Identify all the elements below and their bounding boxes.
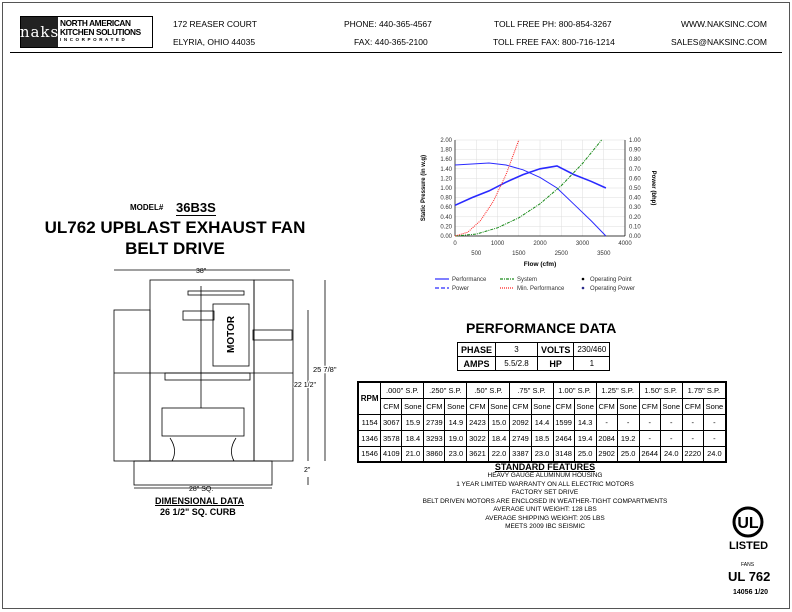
- total-height-label: 25 7/8": [313, 365, 337, 374]
- sp-header: .50" S.P.: [467, 382, 510, 398]
- amps-value: 5.5/2.8: [496, 357, 538, 371]
- table-row: [358, 414, 726, 430]
- motor-plate: [165, 373, 250, 380]
- electrical-table: [457, 342, 610, 371]
- logo-line2: KITCHEN SOLUTIONS: [60, 26, 141, 37]
- cfm-cell: 2084: [596, 430, 617, 446]
- y2-tick-label: 0.30: [629, 205, 641, 212]
- cfm-header: CFM: [682, 398, 703, 414]
- performance-table: [357, 381, 727, 463]
- sp-header: 1.50" S.P.: [639, 382, 682, 398]
- cfm-cell: 3578: [381, 430, 402, 446]
- sone-cell: -: [617, 414, 639, 430]
- y-tick-label: 0.60: [440, 205, 452, 212]
- performance-chart: [410, 130, 660, 300]
- curb-caption: 26 1/2" SQ. CURB: [160, 507, 236, 517]
- y2-tick-label: 0.90: [629, 147, 641, 154]
- cfm-cell: 2644: [639, 446, 660, 462]
- cfm-cell: 3148: [553, 446, 574, 462]
- cfm-cell: -: [596, 414, 617, 430]
- ul762-label: UL 762: [728, 569, 771, 584]
- inlet-cone: [170, 438, 236, 461]
- sone-cell: 25.0: [617, 446, 639, 462]
- x-tick-label: 4000: [618, 241, 632, 247]
- product-title: UL762 UPBLAST EXHAUST FAN: [44, 218, 306, 237]
- drawing-caption: DIMENSIONAL DATA: [155, 496, 244, 506]
- sone-header: Sone: [660, 398, 682, 414]
- cfm-cell: 2749: [510, 430, 531, 446]
- sone-cell: 14.9: [445, 414, 467, 430]
- table-row: [358, 446, 726, 462]
- volts-value: 230/460: [574, 343, 610, 357]
- features-heading: STANDARD FEATURES: [494, 462, 596, 472]
- sone-header: Sone: [531, 398, 553, 414]
- model-number: 36B3S: [176, 200, 216, 215]
- sone-cell: -: [703, 430, 726, 446]
- sp-header: .75" S.P.: [510, 382, 553, 398]
- fan-wheel: [162, 408, 244, 436]
- y-tick-label: 1.20: [440, 176, 452, 183]
- sone-cell: 14.3: [574, 414, 596, 430]
- table-row: [358, 430, 726, 446]
- cfm-header: CFM: [381, 398, 402, 414]
- rpm-cell: 1546: [358, 446, 381, 462]
- volts-label: VOLTS: [538, 343, 574, 357]
- curb-height-label: 2": [304, 467, 311, 474]
- y2-tick-label: 0.20: [629, 214, 641, 221]
- sone-header: Sone: [703, 398, 726, 414]
- sone-cell: 24.0: [660, 446, 682, 462]
- cfm-cell: 3860: [424, 446, 445, 462]
- x-tick-label: 0: [453, 241, 457, 247]
- y2-tick-label: 0.40: [629, 195, 641, 202]
- hp-value: 1: [574, 357, 610, 371]
- legend-label: Operating Point: [590, 277, 632, 283]
- sone-cell: 15.9: [402, 414, 424, 430]
- y-tick-label: 1.00: [440, 186, 452, 192]
- document-number: 14056 1/20: [733, 589, 769, 596]
- y2-tick-label: 0.00: [629, 234, 641, 240]
- dimensional-drawing: [100, 260, 360, 510]
- sone-cell: 18.4: [402, 430, 424, 446]
- sp-header: .250" S.P.: [424, 382, 467, 398]
- sone-cell: 14.4: [531, 414, 553, 430]
- logo-line3: INCORPORATED: [60, 37, 128, 42]
- x-tick-label: 500: [471, 251, 482, 257]
- sone-header: Sone: [402, 398, 424, 414]
- legend-label: Operating Power: [590, 286, 636, 292]
- cfm-cell: 1599: [553, 414, 574, 430]
- sone-cell: 25.0: [574, 446, 596, 462]
- cfm-header: CFM: [639, 398, 660, 414]
- legend-marker: [582, 287, 585, 290]
- logo-line1: NORTH AMERICAN: [60, 18, 131, 28]
- x-tick-label: 1500: [512, 251, 526, 257]
- feature-item: MEETS 2009 IBC SEISMIC: [505, 523, 585, 530]
- legend-label: Performance: [452, 277, 487, 283]
- y2-axis-label: Power (bhp): [650, 170, 656, 206]
- right-housing: [254, 280, 293, 461]
- y-tick-label: 0.00: [440, 234, 452, 240]
- sone-cell: 19.2: [617, 430, 639, 446]
- x-tick-label: 2000: [533, 241, 547, 247]
- x-axis-label: Flow (cfm): [523, 261, 557, 268]
- y-tick-label: 2.00: [440, 138, 452, 144]
- y-tick-label: 1.60: [440, 157, 452, 164]
- sone-header: Sone: [488, 398, 510, 414]
- sone-header: Sone: [445, 398, 467, 414]
- rpm-header: RPM: [358, 382, 381, 414]
- logo-mark: naks: [21, 17, 58, 47]
- cfm-header: CFM: [596, 398, 617, 414]
- left-housing: [114, 310, 150, 461]
- center-housing: [150, 280, 254, 461]
- feature-item: FACTORY SET DRIVE: [511, 489, 579, 496]
- sone-cell: 23.0: [445, 446, 467, 462]
- cfm-cell: 2092: [510, 414, 531, 430]
- cfm-cell: -: [639, 414, 660, 430]
- cfm-cell: -: [682, 414, 703, 430]
- base-label: 28" SQ.: [189, 486, 214, 493]
- tollfree-phone: TOLL FREE PH: 800-854-3267: [494, 19, 612, 29]
- phase-value: 3: [496, 343, 538, 357]
- y2-tick-label: 0.10: [629, 224, 641, 231]
- body-height-label: 22 1/2": [294, 382, 316, 389]
- cfm-cell: 3621: [467, 446, 488, 462]
- sone-cell: -: [660, 430, 682, 446]
- y2-tick-label: 1.00: [629, 138, 641, 144]
- series-performance: [455, 163, 606, 236]
- performance-heading: PERFORMANCE DATA: [466, 320, 617, 336]
- cfm-cell: 3387: [510, 446, 531, 462]
- legend-label: System: [517, 277, 538, 283]
- fans-label: FANS: [741, 562, 755, 568]
- curb: [134, 461, 272, 485]
- side-bracket: [253, 330, 292, 340]
- ul-mark: UL: [737, 515, 759, 532]
- header-divider: [10, 52, 782, 53]
- width-label: 38": [196, 268, 207, 275]
- y-tick-label: 0.40: [440, 214, 452, 221]
- phase-label: PHASE: [458, 343, 496, 357]
- standard-features: [400, 462, 690, 532]
- x-tick-label: 3500: [597, 251, 611, 257]
- rpm-cell: 1346: [358, 430, 381, 446]
- company-logo: [20, 16, 153, 48]
- cfm-cell: 3022: [467, 430, 488, 446]
- sone-header: Sone: [617, 398, 639, 414]
- email-link[interactable]: SALES@NAKSINC.COM: [671, 37, 768, 47]
- sone-cell: 22.0: [488, 446, 510, 462]
- cfm-cell: 2902: [596, 446, 617, 462]
- product-subtitle: BELT DRIVE: [125, 239, 225, 258]
- x-tick-label: 3000: [575, 241, 590, 247]
- y-tick-label: 1.40: [440, 166, 452, 173]
- x-tick-label: 2500: [554, 251, 568, 257]
- feature-item: BELT DRIVEN MOTORS ARE ENCLOSED IN WEATHER-TIGHT COMPARTMENTS: [422, 497, 668, 505]
- phone: PHONE: 440-365-4567: [344, 19, 432, 29]
- model-label: MODEL#: [130, 203, 164, 212]
- y-axis-label: Static Pressure (in w.g): [421, 154, 427, 222]
- x-tick-label: 1000: [490, 241, 505, 247]
- fax: FAX: 440-365-2100: [354, 37, 428, 47]
- sone-cell: -: [660, 414, 682, 430]
- pulley: [183, 311, 214, 320]
- cfm-cell: -: [682, 430, 703, 446]
- cfm-cell: 4109: [381, 446, 402, 462]
- feature-item: AVERAGE UNIT WEIGHT: 128 LBS: [493, 506, 597, 513]
- series-power: [455, 166, 606, 205]
- cfm-cell: 2739: [424, 414, 445, 430]
- sone-cell: 23.0: [531, 446, 553, 462]
- sone-cell: 15.0: [488, 414, 510, 430]
- legend-label: Power: [452, 286, 470, 292]
- sone-cell: 21.0: [402, 446, 424, 462]
- cfm-header: CFM: [424, 398, 445, 414]
- amps-label: AMPS: [458, 357, 496, 371]
- motor-label: MOTOR: [226, 315, 237, 353]
- top-bracket: [188, 291, 244, 295]
- hp-label: HP: [538, 357, 574, 371]
- y-tick-label: 0.80: [440, 195, 452, 202]
- cfm-header: CFM: [467, 398, 488, 414]
- y2-tick-label: 0.80: [629, 157, 641, 164]
- cfm-header: CFM: [553, 398, 574, 414]
- legend-label: Min. Performance: [517, 286, 565, 292]
- sone-cell: 24.0: [703, 446, 726, 462]
- cfm-cell: 2423: [467, 414, 488, 430]
- cfm-cell: 3067: [381, 414, 402, 430]
- cfm-cell: 3293: [424, 430, 445, 446]
- address-line1: 172 REASER COURT: [173, 19, 257, 29]
- ul-listed-logo: [726, 505, 772, 541]
- website-link[interactable]: WWW.NAKSINC.COM: [681, 19, 767, 29]
- legend-marker: [582, 278, 585, 281]
- sone-cell: 19.4: [574, 430, 596, 446]
- feature-item: HEAVY GAUGE ALUMINUM HOUSING: [487, 472, 603, 479]
- cfm-cell: 2220: [682, 446, 703, 462]
- sone-cell: -: [703, 414, 726, 430]
- cfm-cell: -: [639, 430, 660, 446]
- feature-item: AVERAGE SHIPPING WEIGHT: 205 LBS: [485, 514, 605, 522]
- sone-cell: 18.4: [488, 430, 510, 446]
- y2-tick-label: 0.70: [629, 166, 641, 173]
- y2-tick-label: 0.50: [629, 186, 641, 192]
- sone-cell: 19.0: [445, 430, 467, 446]
- address-line2: ELYRIA, OHIO 44035: [173, 37, 256, 47]
- sp-header: .000" S.P.: [381, 382, 424, 398]
- cfm-cell: 2464: [553, 430, 574, 446]
- y-tick-label: 0.20: [440, 224, 452, 231]
- sp-header: 1.75" S.P.: [682, 382, 726, 398]
- rpm-cell: 1154: [358, 414, 381, 430]
- listed-label: LISTED: [729, 540, 769, 552]
- sone-header: Sone: [574, 398, 596, 414]
- tollfree-fax: TOLL FREE FAX: 800-716-1214: [493, 37, 615, 47]
- y2-tick-label: 0.60: [629, 176, 641, 183]
- sp-header: 1.25" S.P.: [596, 382, 639, 398]
- feature-item: 1 YEAR LIMITED WARRANTY ON ALL ELECTRIC MOTORS: [456, 480, 634, 488]
- sp-header: 1.00" S.P.: [553, 382, 596, 398]
- sone-cell: 18.5: [531, 430, 553, 446]
- y-tick-label: 1.80: [440, 147, 452, 154]
- cfm-header: CFM: [510, 398, 531, 414]
